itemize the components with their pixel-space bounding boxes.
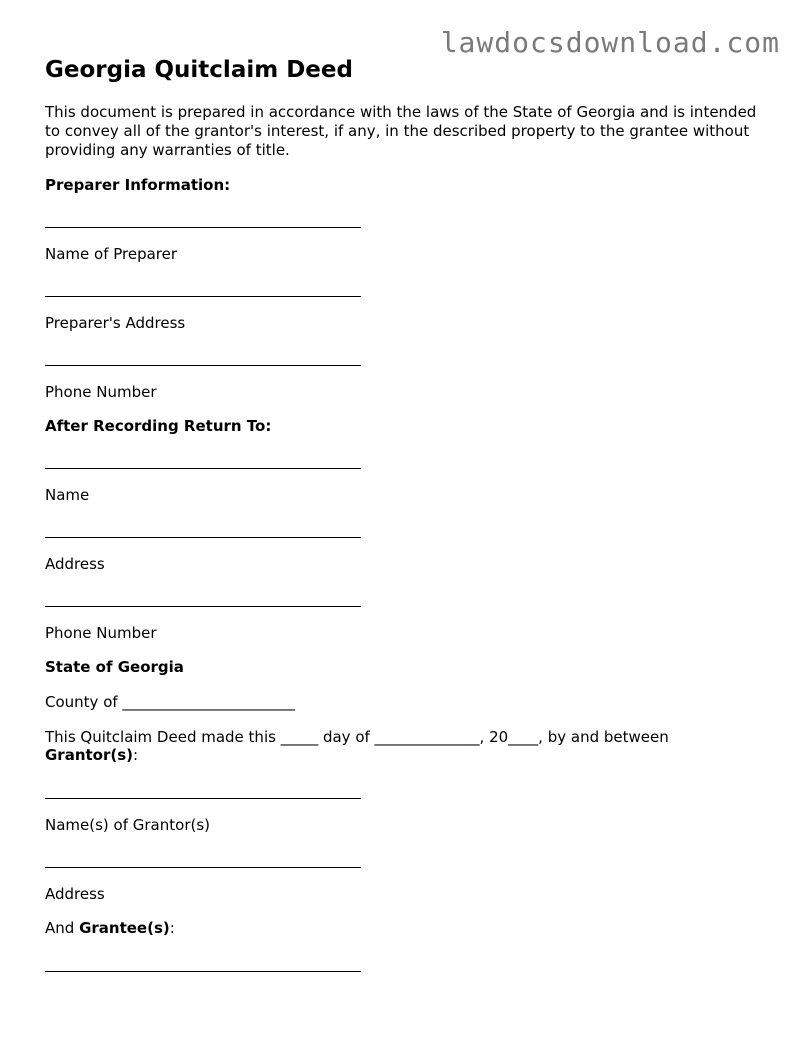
preparer-name-line[interactable] (45, 227, 361, 228)
preparer-heading: Preparer Information: (45, 176, 231, 194)
return-phone-label: Phone Number (45, 624, 157, 642)
preparer-phone-label: Phone Number (45, 383, 157, 401)
site-watermark: lawdocsdownload.com (440, 26, 780, 59)
grantor-name-label: Name(s) of Grantor(s) (45, 816, 210, 834)
preparer-address-label: Preparer's Address (45, 314, 186, 332)
grantee-heading (45, 919, 175, 938)
preparer-phone-line[interactable] (45, 365, 361, 366)
grantor-address-line[interactable] (45, 867, 361, 868)
preparer-name-label: Name of Preparer (45, 245, 178, 263)
return-name-label: Name (45, 486, 90, 504)
return-address-line[interactable] (45, 537, 361, 538)
grantee-colon: : (169, 919, 175, 937)
return-to-heading: After Recording Return To: (45, 417, 272, 435)
preparer-address-line[interactable] (45, 296, 361, 297)
grantee-label: Grantee(s) (79, 919, 170, 937)
and-text: And (45, 919, 80, 937)
page-title: Georgia Quitclaim Deed (45, 57, 353, 83)
return-phone-line[interactable] (45, 606, 361, 607)
grantor-heading (45, 746, 138, 765)
grantor-name-line[interactable] (45, 798, 361, 799)
intro-paragraph: This document is prepared in accordance with the laws of the State of Georgia and is intended to convey all of the grantor's interest, if any, in the described property to the grantee without providing any warranties of title. (45, 103, 757, 159)
grantee-name-line[interactable] (45, 971, 361, 972)
state-heading: State of Georgia (45, 658, 184, 676)
county-field[interactable]: County of _______________________ (45, 693, 295, 711)
grantor-address-label: Address (45, 885, 105, 903)
return-name-line[interactable] (45, 468, 361, 469)
grantor-label: Grantor(s) (45, 746, 134, 764)
grantor-colon: : (133, 746, 139, 764)
deed-made-text: This Quitclaim Deed made this _____ day of ______________, 20____, by and between (45, 728, 669, 746)
form-body (45, 0, 765, 1040)
return-address-label: Address (45, 555, 105, 573)
